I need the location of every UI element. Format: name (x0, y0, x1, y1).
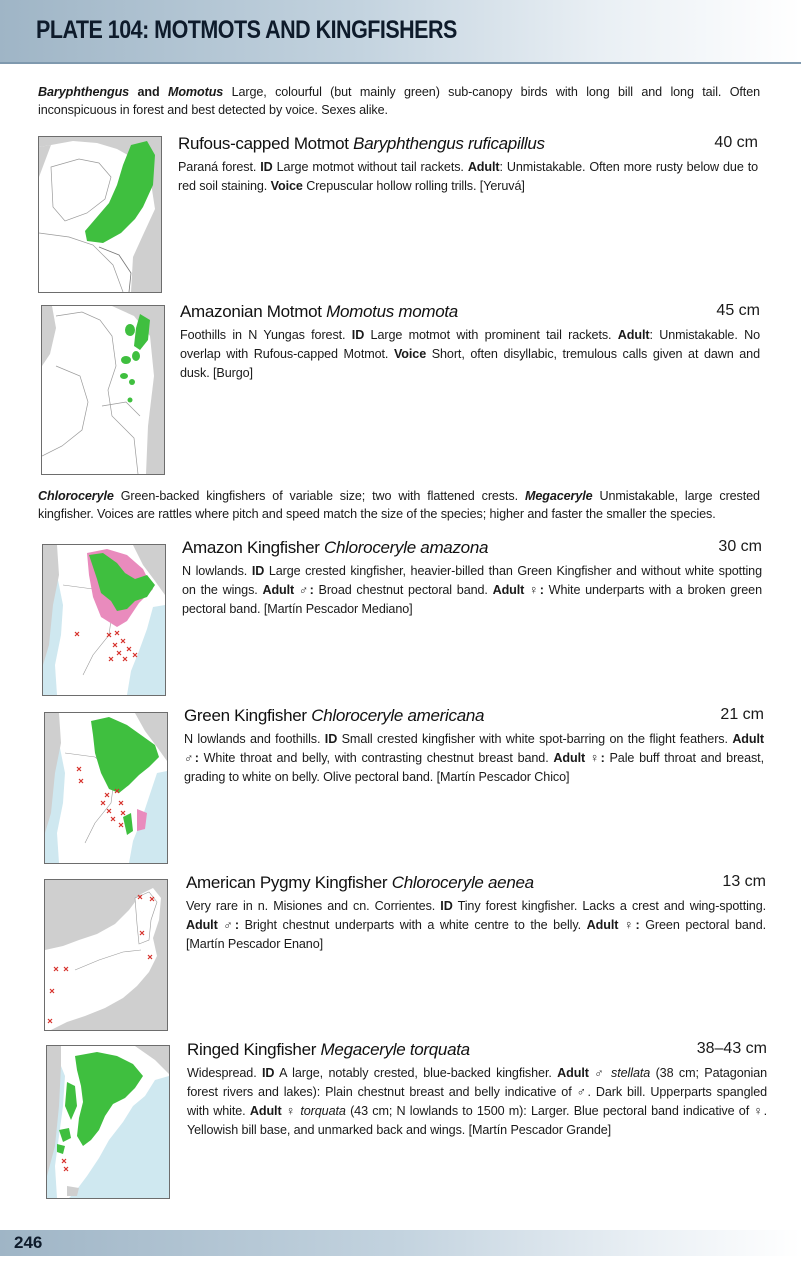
adult-text: Unmistakable. Often more rusty below due to red soil staining. (178, 160, 758, 193)
voice-text: Crepuscular hollow rolling trills. (306, 179, 477, 193)
id-label: ID (440, 899, 453, 913)
species-description (186, 897, 766, 954)
page-header (0, 0, 801, 64)
conjunction: and (137, 85, 160, 99)
species-common-name: Amazon Kingfisher (182, 538, 320, 557)
genus-name: Chloroceryle (38, 489, 114, 503)
adult-text: Unmistakable. No overlap with Rufous-capped Motmot. (180, 328, 760, 361)
species-size: 13 cm (722, 873, 766, 890)
male-text: Broad chestnut pectoral band. (318, 583, 488, 597)
species-size: 38–43 cm (696, 1040, 767, 1057)
plate-title: PLATE 104: MOTMOTS AND KINGFISHERS (36, 16, 457, 44)
species-size: 21 cm (720, 706, 764, 723)
species-size: 40 cm (714, 134, 758, 151)
id-label: ID (351, 328, 365, 342)
male-text: (38 cm; Patagonian forest rivers and lakes): Plain chestnut breast and belly indicative of ♂. Dark bill. Upperparts spangled with white. (187, 1066, 768, 1118)
local-name: [Yeruvá] (479, 179, 525, 193)
female-text: (43 cm; N lowlands to 1500 m): Larger. Blue pectoral band indicative of ♀. Yellowish bill base, and unmarked back and wings. (187, 1104, 768, 1137)
intro-text: Large, colourful (but mainly green) sub-canopy birds with long bill and long tail. Often inconspicuous in forest and best detected by voice. Sexes alike. (38, 85, 761, 117)
id-text: Small crested kingfisher with white spot-barring on the flight feathers. (341, 732, 728, 746)
female-text: Pale buff throat and breast, grading to white on belly. Olive pectoral band. (184, 751, 764, 784)
range-map (38, 136, 162, 293)
species-size: 30 cm (718, 538, 762, 555)
female-subspecies: torquata (300, 1104, 346, 1118)
adult-label: Adult (617, 328, 650, 342)
local-name: [Martín Pescador Chico] (436, 770, 570, 784)
species-description (187, 1064, 767, 1140)
species-common-name: Green Kingfisher (184, 706, 307, 725)
id-label: ID (324, 732, 338, 746)
species-entry-green-kingfisher (184, 706, 764, 787)
species-entry-amazonian-motmot (180, 302, 760, 383)
local-name: [Martín Pescador Grande] (468, 1123, 612, 1137)
species-description: Foothills in N Yungas forest. ID Large motmot with prominent tail rackets. Adult: Unmistakable. No overlap with Rufous-capped Motmot. Voice Short, often disyllabic, tremulous calls given at dawn and dusk. [Burgo] (180, 328, 760, 380)
range-text: N lowlands and foothills. (184, 732, 321, 746)
id-text: Large motmot with prominent tail rackets. (370, 328, 612, 342)
male-label: Adult ♂: (184, 732, 764, 765)
male-text: Bright chestnut underparts with a white centre to the belly. (244, 918, 582, 932)
range-map (44, 879, 168, 1031)
id-label: ID (251, 564, 265, 578)
range-map (44, 712, 168, 864)
female-text: Green pectoral band. (645, 918, 766, 932)
intro-text: Green-backed kingfishers of variable size; two with flattened crests. (120, 489, 519, 503)
species-common-name: American Pygmy Kingfisher (186, 873, 388, 892)
range-map (42, 544, 166, 696)
local-name: [Martín Pescador Mediano] (263, 602, 413, 616)
range-text: Foothills in N Yungas forest. (180, 328, 346, 342)
species-size: 45 cm (716, 302, 760, 319)
voice-label: Voice (270, 179, 303, 193)
male-subspecies: stellata (611, 1066, 651, 1080)
species-scientific-name: Chloroceryle aenea (391, 873, 534, 892)
range-map (41, 305, 165, 475)
group-intro-kingfishers (38, 487, 760, 523)
species-common-name: Amazonian Motmot (180, 302, 322, 321)
species-scientific-name: Baryphthengus ruficapillus (353, 134, 545, 153)
range-text: Paraná forest. (178, 160, 257, 174)
female-label: Adult ♀: (492, 583, 544, 597)
id-label: ID (260, 160, 273, 174)
species-description (184, 730, 764, 787)
page-number: 246 (14, 1233, 43, 1252)
species-entry-american-pygmy-kingfisher (186, 873, 766, 954)
female-label: Adult ♀: (553, 751, 605, 765)
id-text: Tiny forest kingfisher. Lacks a crest and wing-spotting. (457, 899, 767, 913)
group-intro-motmots (38, 83, 760, 119)
male-label: Adult ♂: (186, 918, 239, 932)
male-text: White throat and belly, with contrasting chestnut breast band. (203, 751, 549, 765)
id-label: ID (262, 1066, 275, 1080)
female-label: Adult ♀: (586, 918, 640, 932)
female-label: Adult ♀ (249, 1104, 297, 1118)
genus-name: Baryphthengus (38, 85, 130, 99)
id-text: Large crested kingfisher, heavier-billed than Green Kingfisher and without white spotting on the wings. (182, 564, 762, 597)
species-scientific-name: Chloroceryle americana (311, 706, 485, 725)
voice-text: Short, often disyllabic, tremulous calls given at dawn and dusk. (180, 347, 760, 380)
intro-text: Unmistakable, large crested kingfisher. Voices are rattles where pitch and speed match the size of the species; higher and faster the smaller the species. (38, 489, 760, 521)
id-text: A large, notably crested, blue-backed kingfisher. (279, 1066, 552, 1080)
range-map (46, 1045, 170, 1199)
range-text: Very rare in n. Misiones and cn. Corrientes. (186, 899, 436, 913)
species-entry-ringed-kingfisher (187, 1040, 767, 1140)
species-description (182, 562, 762, 619)
species-entry-rufous-capped-motmot (178, 134, 758, 196)
female-text: White underparts with a broken green pectoral band. (182, 583, 762, 616)
species-entry-amazon-kingfisher (182, 538, 762, 619)
range-text: N lowlands. (182, 564, 248, 578)
id-text: Large motmot without tail rackets. (276, 160, 464, 174)
male-label: Adult ♂ (557, 1066, 606, 1080)
genus-name: Megaceryle (524, 489, 593, 503)
male-label: Adult ♂: (262, 583, 314, 597)
range-text: Widespread. (187, 1066, 257, 1080)
species-scientific-name: Megaceryle torquata (320, 1040, 470, 1059)
local-name: [Burgo] (213, 366, 253, 380)
species-description: Paraná forest. ID Large motmot without tail rackets. Adult: Unmistakable. Often more rusty below due to red soil staining. Voice Crepuscular hollow rolling trills. [Yeruvá] (178, 160, 758, 193)
page-footer (0, 1230, 801, 1256)
genus-name: Momotus (167, 85, 224, 99)
species-scientific-name: Chloroceryle amazona (324, 538, 489, 557)
species-scientific-name: Momotus momota (326, 302, 458, 321)
species-common-name: Ringed Kingfisher (187, 1040, 317, 1059)
local-name: [Martín Pescador Enano] (186, 937, 324, 951)
voice-label: Voice (393, 347, 427, 361)
species-common-name: Rufous-capped Motmot (178, 134, 349, 153)
adult-label: Adult (467, 160, 500, 174)
